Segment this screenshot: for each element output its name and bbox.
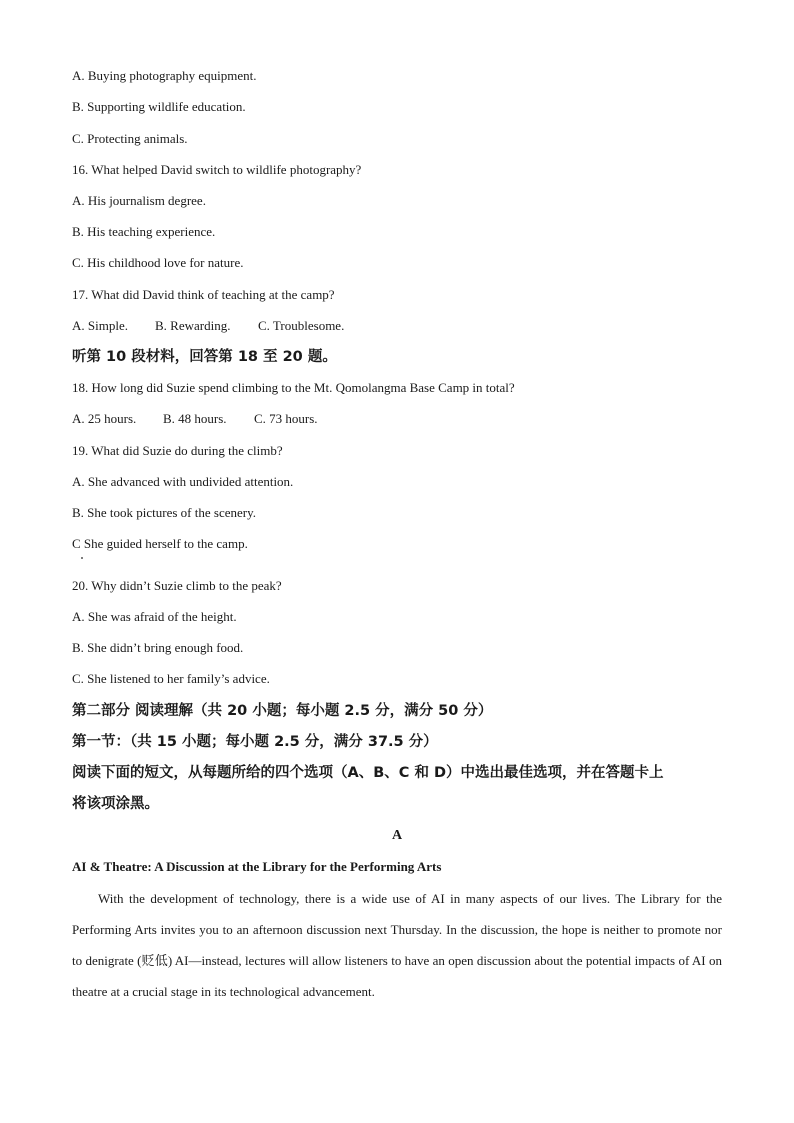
q15-option-c: C. Protecting animals. xyxy=(72,131,188,146)
section-10-heading: 听第 10 段材料，回答第 18 至 20 题。 xyxy=(72,349,337,365)
q19-option-a: A. She advanced with undivided attention. xyxy=(72,474,294,489)
q17-options xyxy=(72,318,344,334)
q15-option-a: A. Buying photography equipment. xyxy=(72,68,257,83)
question-19: 19. What did Suzie do during the climb? xyxy=(72,443,283,458)
q17-option-a: A. Simple. xyxy=(72,318,128,333)
question-18: 18. How long did Suzie spend climbing to the Mt. Qomolangma Base Camp in total? xyxy=(72,380,515,395)
passage-title: AI & Theatre: A Discussion at the Library for the Performing Arts xyxy=(72,859,442,874)
passage-letter: A xyxy=(391,828,403,843)
q19-option-b: B. She took pictures of the scenery. xyxy=(72,505,256,520)
question-17: 17. What did David think of teaching at the camp? xyxy=(72,287,335,302)
q18-option-a: A. 25 hours. xyxy=(72,411,137,426)
q20-option-b: B. She didn’t bring enough food. xyxy=(72,640,244,655)
question-16: 16. What helped David switch to wildlife photography? xyxy=(72,162,362,177)
q17-option-c: C. Troublesome. xyxy=(258,318,345,333)
q19-option-c: C She guided herself to the camp. xyxy=(72,536,248,551)
instructions-line-1: 阅读下面的短文，从每题所给的四个选项（A、B、C 和 D）中选出最佳选项，并在答题卡上 xyxy=(72,765,664,781)
section-one-heading: 第一节：（共 15 小题；每小题 2.5 分，满分 37.5 分） xyxy=(72,734,438,750)
instructions-line-2: 将该项涂黑。 xyxy=(72,796,159,812)
q20-option-a: A. She was afraid of the height. xyxy=(72,609,237,624)
q18-option-b: B. 48 hours. xyxy=(163,411,227,426)
passage-paragraph xyxy=(72,883,722,1007)
q16-option-c: C. His childhood love for nature. xyxy=(72,255,244,270)
q16-option-a: A. His journalism degree. xyxy=(72,193,206,208)
q16-option-b: B. His teaching experience. xyxy=(72,224,216,239)
q15-option-b: B. Supporting wildlife education. xyxy=(72,99,246,114)
q20-option-c: C. She listened to her family’s advice. xyxy=(72,671,270,686)
part-two-heading: 第二部分 阅读理解（共 20 小题；每小题 2.5 分，满分 50 分） xyxy=(72,703,493,719)
passage-body-text: With the development of technology, there is a wide use of AI in many aspects of our lives. The Library for the Performing Arts invites you to an afternoon discussion next Thursday. In the discussion, the hope is neither to promote nor to denigrate (贬低) AI—instead, lectures will allow listeners to have an open discussion about the potential impacts of AI on theatre at a crucial stage in its technological advancement. xyxy=(72,891,722,999)
question-20: 20. Why didn’t Suzie climb to the peak? xyxy=(72,578,282,593)
q18-options xyxy=(72,411,318,427)
q18-option-c: C. 73 hours. xyxy=(254,411,318,426)
q17-option-b: B. Rewarding. xyxy=(155,318,231,333)
stray-dot xyxy=(81,557,83,559)
